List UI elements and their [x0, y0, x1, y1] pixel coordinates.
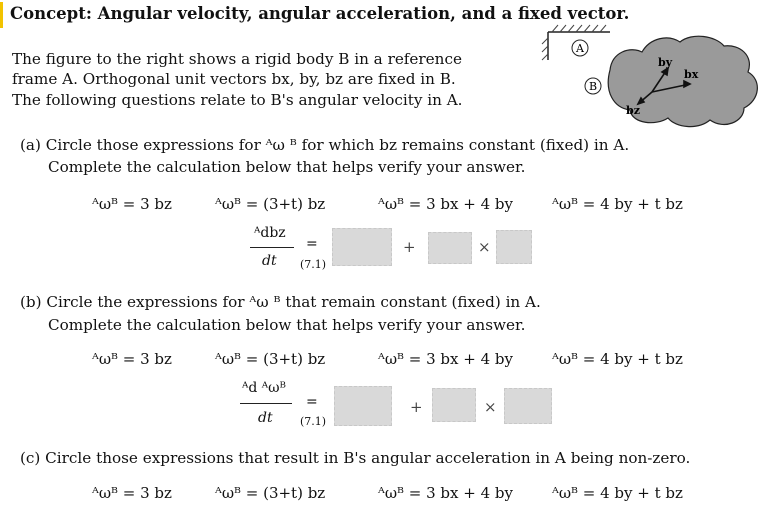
part-a-plus: + [403, 238, 416, 256]
part-b-plus: + [410, 398, 423, 416]
part-a-expr-2[interactable]: ᴬωᴮ = (3+t) bz [215, 195, 326, 213]
part-c-line-1: (c) Circle those expressions that result in B's angular acceleration in A being non-zero. [20, 449, 691, 467]
part-c-expr-1[interactable]: ᴬωᴮ = 3 bz [92, 484, 172, 502]
intro-line-2: frame A. Orthogonal unit vectors bx, by, bz are fixed in B. [12, 70, 456, 88]
part-b-equals: = [306, 394, 318, 410]
frame-a-label: A [576, 42, 584, 55]
part-b-deriv-numerator: ᴬd ᴬωᴮ [242, 380, 287, 396]
part-b-answer-box-3[interactable] [504, 388, 552, 424]
part-c-expr-3[interactable]: ᴬωᴮ = 3 bx + 4 by [378, 484, 513, 502]
vec-by-label: by [658, 56, 673, 69]
page-title: Concept: Angular velocity, angular acceleration, and a fixed vector. [10, 4, 630, 23]
part-b-eq-tag: (7.1) [300, 415, 327, 428]
part-a-expr-3[interactable]: ᴬωᴮ = 3 bx + 4 by [378, 195, 513, 213]
part-a-deriv-numerator: ᴬdbz [254, 225, 286, 241]
part-b-expr-1[interactable]: ᴬωᴮ = 3 bz [92, 350, 172, 368]
body-b-label: B [588, 80, 598, 93]
part-b-expr-4[interactable]: ᴬωᴮ = 4 by + t bz [552, 350, 683, 368]
part-a-expr-4[interactable]: ᴬωᴮ = 4 by + t bz [552, 195, 683, 213]
highlight-bar [0, 2, 3, 28]
part-c-expr-2[interactable]: ᴬωᴮ = (3+t) bz [215, 484, 326, 502]
vec-bx-label: bx [684, 68, 699, 81]
part-a-equals: = [306, 236, 318, 252]
part-a-answer-box-2[interactable] [428, 232, 472, 264]
rigid-body-figure [540, 22, 772, 132]
part-b-expr-3[interactable]: ᴬωᴮ = 3 bx + 4 by [378, 350, 513, 368]
part-b-line-2: Complete the calculation below that helps verify your answer. [48, 316, 526, 334]
part-c-expr-4[interactable]: ᴬωᴮ = 4 by + t bz [552, 484, 683, 502]
part-b-fraction-line [240, 403, 292, 404]
part-b-answer-box-2[interactable] [432, 388, 476, 422]
part-a-times: × [478, 238, 491, 256]
part-b-expr-2[interactable]: ᴬωᴮ = (3+t) bz [215, 350, 326, 368]
part-b-deriv-denominator: dt [258, 410, 273, 426]
intro-line-3: The following questions relate to B's angular velocity in A. [12, 91, 463, 109]
part-a-expr-1[interactable]: ᴬωᴮ = 3 bz [92, 195, 172, 213]
part-a-eq-tag: (7.1) [300, 258, 327, 271]
part-a-line-1: (a) Circle those expressions for ᴬω ᴮ for which bz remains constant (fixed) in A. [20, 136, 630, 154]
intro-line-1: The figure to the right shows a rigid body B in a reference [12, 50, 462, 68]
part-b-answer-box-1[interactable] [334, 386, 392, 426]
part-a-deriv-denominator: dt [262, 253, 277, 269]
part-a-answer-box-3[interactable] [496, 230, 532, 264]
part-b-line-1: (b) Circle the expressions for ᴬω ᴮ that remain constant (fixed) in A. [20, 293, 541, 311]
part-b-times: × [484, 398, 497, 416]
part-a-line-2: Complete the calculation below that helps verify your answer. [48, 158, 526, 176]
vec-bz-label: bz [626, 104, 640, 117]
part-a-answer-box-1[interactable] [332, 228, 392, 266]
part-a-fraction-line [250, 247, 294, 248]
